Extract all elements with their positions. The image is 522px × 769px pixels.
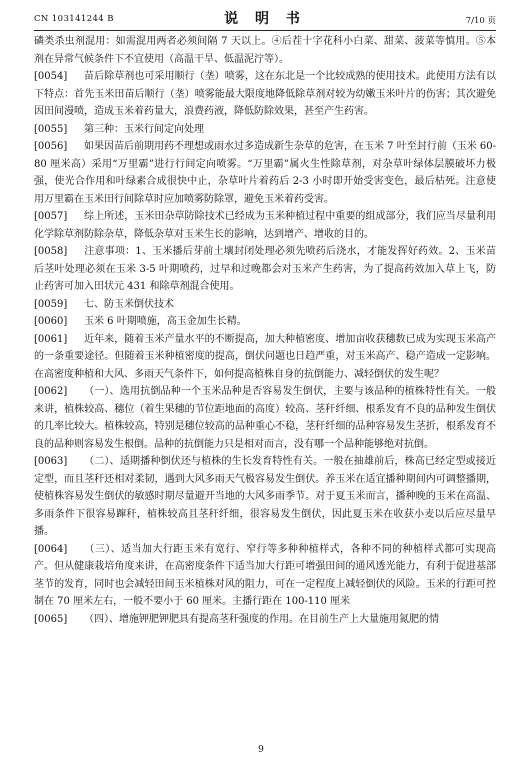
paragraph <box>34 68 496 121</box>
page-indicator: 7/10 页 <box>465 16 496 26</box>
paragraph-text: （三）、适当加大行距玉米有宽行、窄行等多种种植样式，各种不同的种植样式都可实现高产。但从健康栽培角度来讲，在高密度条件下适当加大行距可增强田间的通风透光能力，有利于促进基部茎节的发育，同时也会减轻田间玉米植株对风的阻力，可在一定程度上减轻倒伏的风险。玉米的行距可控制在 70 厘米左右，一般不要小于 60 厘米。主播行距在 100-110 厘米 <box>34 543 496 607</box>
paragraph-number: [0062] <box>34 386 68 397</box>
paragraph-text: 七、防玉米倒伏技术 <box>84 298 174 310</box>
paragraph-number: [0064] <box>34 543 68 555</box>
paragraph-number: [0058] <box>34 246 68 257</box>
paragraph <box>34 243 496 296</box>
document-body <box>34 33 496 628</box>
document-title: 说 明 书 <box>224 11 306 27</box>
paragraph <box>34 611 496 629</box>
patent-number: CN 103141244 B <box>34 14 114 24</box>
paragraph-number: [0055] <box>34 123 68 135</box>
paragraph <box>34 121 496 139</box>
page-header <box>34 8 496 28</box>
paragraph-text: 玉米 6 叶期喷施，高玉金加生长精。 <box>84 316 247 327</box>
paragraph <box>34 296 496 314</box>
paragraph-text: （一）、选用抗倒品种一个玉米品种是否容易发生倒伏，主要与该品种的植株特性有关。一般来讲，植株较高、穗位（着生果穗的节位距地面的高度）较高、茎秆纤细、根系发育不良的品种发生倒伏的几率比较大。植株较高，特别是穗位较高的品种重心不稳，茎秆纤细的品种容易发生茎折，根系发育不良的品种则容易发生根倒。品种的抗倒能力只是相对而言，没有哪一个品种能够绝对抗倒。 <box>34 386 496 450</box>
paragraph <box>34 33 496 68</box>
paragraph-number: [0054] <box>34 71 68 82</box>
page-number: 9 <box>258 745 264 755</box>
paragraph <box>34 138 496 208</box>
paragraph <box>34 383 496 453</box>
paragraph-text: 注意事项：1、玉米播后芽前土壤封闭处理必须先喷药后浇水，才能发挥好药效。2、玉米苗后茎叶处理必须在玉米 3-5 叶期喷药，过早和过晚都会对玉米产生药害，为了提高药效加入草上飞，防止药害可加入田状元 431 和除草剂混合使用。 <box>34 246 496 292</box>
paragraph-text: （四）、增施钾肥钾肥具有提高茎秆强度的作用。在目前生产上大量施用氮肥的情 <box>84 613 439 625</box>
paragraph-text: 磷类杀虫剂混用：如需混用两者必须间隔 7 天以上。④后茬十字花科小白菜、甜菜、菠菜等慎用。⑤本剂在异常气候条件下不宜使用（高温干旱、低温泥泞等）。 <box>34 36 496 65</box>
paragraph <box>34 331 496 384</box>
paragraph-text: 综上所述，玉米田杂草防除技术已经成为玉米种植过程中重要的组成部分，我们应当尽量利用化学除草剂防除杂草，降低杂草对玉米生长的影响，达到增产、增收的目的。 <box>34 211 496 240</box>
paragraph-number: [0056] <box>34 141 68 152</box>
paragraph-text: 如果因苗后前期用药不理想或雨水过多造成新生杂草的危害，在玉米 7 叶至封行前（玉米 60-80 厘米高）采用“万里霸”进行行间定向喷雾。“万里霸”属火生性除草剂，对杂草叶绿体层膜破坏力极强，使光合作用和叶绿素合成很快中止，杂草叶片着药后 2-3 小时即开始受害变色，最后枯死。注意使用万里霸在玉米田行间除草时应加喷雾防除罩，避免玉米着药受害。 <box>34 141 497 205</box>
paragraph-text: 近年来，随着玉米产量水平的不断提高，加大种植密度、增加亩收获穗数已成为实现玉米高产的一条重要途径。但随着玉米种植密度的提高，倒伏问题也日趋严重，对玉米高产、稳产造成一定影响。在高密度种植和大风、多雨天气条件下，如何提高植株自身的抗倒能力、减轻倒伏的发生呢？ <box>34 333 496 380</box>
paragraph-number: [0065] <box>34 613 68 625</box>
paragraph-text: 苗后除草剂也可采用顺行（垄）喷雾，这在东北是一个比较成熟的使用技术。此使用方法有以下特点：首先玉米田苗后顺行（垄）喷雾能最大限度地降低除草剂对较为幼嫩玉米叶片的伤害；其次避免因田间漫喷，造成玉米着药量大，浪费药液，降低防除效果，甚至产生药害。 <box>34 71 496 117</box>
paragraph-text: （二）、适期播种倒伏还与植株的生长发育特性有关。一般在抽雄前后，株高已经定型或接近定型，而且茎秆还相对柔韧，遇到大风多雨天气极容易发生倒伏。养玉米在适宜播种期间内可调整播期，使植株容易发生倒伏的敏感时期尽量避开当地的大风多雨季节。对于夏玉米而言，播种晚的玉米在高温、多雨条件下很容易蹿秆，植株较高且茎秆纤细，很容易发生倒伏，因此夏玉米在收获小麦以后应尽量早播。 <box>34 456 496 537</box>
paragraph <box>34 453 496 541</box>
paragraph-number: [0063] <box>34 456 68 467</box>
paragraph-number: [0061] <box>34 333 68 345</box>
paragraph <box>34 541 496 611</box>
paragraph-text: 第三种：玉米行间定向处理 <box>84 123 204 135</box>
paragraph <box>34 208 496 243</box>
paragraph-number: [0059] <box>34 298 68 310</box>
paragraph-number: [0057] <box>34 211 68 222</box>
paragraph <box>34 313 496 331</box>
header-rule <box>34 30 496 31</box>
paragraph-number: [0060] <box>34 316 68 327</box>
